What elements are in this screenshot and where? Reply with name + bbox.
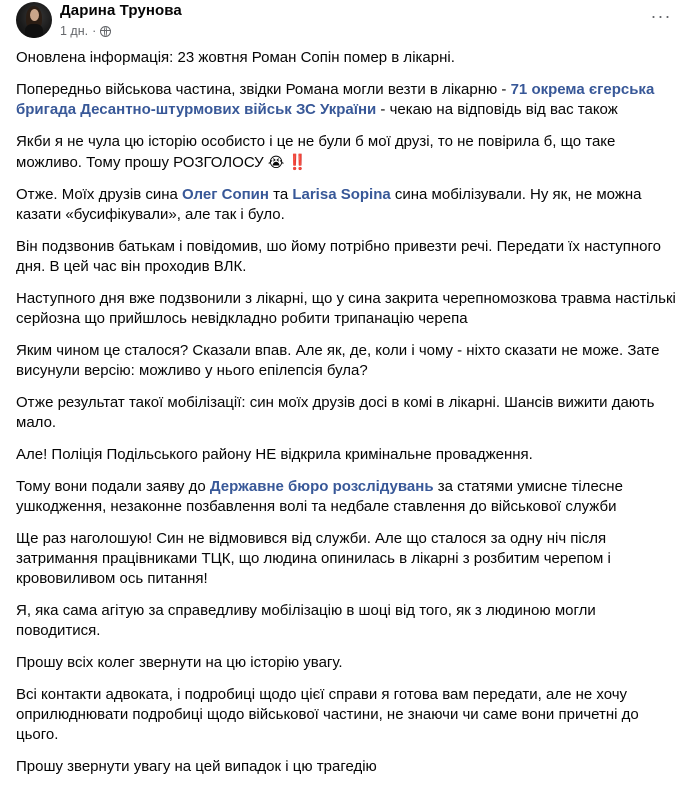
double-exclamation-icon: ‼️ — [288, 154, 308, 171]
paragraph-9-text: Але! Поліція Подільського району НЕ відкрила кримінальне провадження. — [16, 446, 533, 463]
paragraph-4-text-a: Отже. Моїх друзів сина — [16, 186, 183, 203]
post-time[interactable]: 1 дн. — [60, 24, 89, 38]
avatar-body — [25, 24, 43, 38]
paragraph-1 — [16, 48, 677, 68]
paragraph-4-text-mid: та — [268, 186, 293, 203]
mention-oleg-sopyn[interactable]: Олег Сопин — [182, 186, 269, 203]
post-header — [16, 0, 675, 44]
crying-face-icon: 😭 — [267, 154, 285, 170]
paragraph-4 — [16, 185, 677, 225]
paragraph-7 — [16, 341, 677, 381]
paragraph-10-text-a: Тому вони подали заяву до — [16, 478, 210, 495]
post-text — [16, 48, 677, 789]
paragraph-3-text: Якби я не чула цю історію особисто і це не були б мої друзі, то не повірила б, що таке можливо. Тому прошу РОЗГОЛОСУ — [16, 133, 616, 171]
more-options-button[interactable]: ··· — [650, 5, 672, 26]
paragraph-8-text: Отже результат такої мобілізації: син моїх друзів досі в комі в лікарні. Шансів вижити дають мало. — [16, 394, 655, 431]
mention-larisa-sopina[interactable]: Larisa Sopina — [292, 186, 391, 203]
paragraph-7-text: Яким чином це сталося? Сказали впав. Але як, де, коли і чому - ніхто сказати не може. Зате висунули версію: можливо у нього епілепсія була? — [16, 342, 660, 379]
paragraph-9 — [16, 445, 677, 465]
paragraph-13 — [16, 653, 677, 673]
paragraph-8 — [16, 393, 677, 433]
paragraph-2-text-b: - чекаю на відповідь від вас також — [376, 101, 618, 118]
paragraph-11 — [16, 529, 677, 589]
paragraph-5-text: Він подзвонив батькам і повідомив, шо йому потрібно привезти речі. Передати їх наступного дня. В цей час він проходив ВЛК. — [16, 238, 661, 275]
avatar[interactable] — [16, 2, 52, 38]
brigade-link[interactable]: 71 окрема єгерська бригада Десантно-штурмових військ ЗС України — [16, 81, 655, 118]
post-meta — [60, 24, 111, 38]
paragraph-14-text: Всі контакти адвоката, і подробиці щодо цієї справи я готова вам передати, але не хочу оприлюднювати подробиці щодо військової частини, не знаючи чи саме вони причетні до цього. — [16, 686, 639, 743]
paragraph-14 — [16, 685, 677, 745]
globe-icon — [100, 26, 111, 37]
paragraph-5 — [16, 237, 677, 277]
meta-separator: · — [92, 24, 97, 38]
paragraph-11-text: Ще раз наголошую! Син не відмовився від служби. Але що сталося за одну ніч після затримання працівниками ТЦК, що людина опинилась в лікарні з розбитим черепом і крововиливом ось питання! — [16, 530, 611, 587]
paragraph-10-text-b: за статями умисне тілесне ушкодження, незаконне позбавлення волі та недбале ставлення до військової служби — [16, 478, 623, 515]
paragraph-15 — [16, 757, 677, 777]
paragraph-10 — [16, 477, 677, 517]
paragraph-4-text-b: сина мобілізували. Ну як, не можна казати «бусифікували», але так і було. — [16, 186, 642, 223]
paragraph-13-text: Прошу всіх колег звернути на цю історію увагу. — [16, 654, 343, 671]
paragraph-12-text: Я, яка сама агітую за справедливу мобілізацію в шоці від того, як з людиною могли поводитися. — [16, 602, 596, 639]
paragraph-6-text: Наступного дня вже подзвонили з лікарні, що у сина закрита черепномозкова травма настількі серйозна що прийшлось невідкладно робити трипанацію черепа — [16, 290, 676, 327]
avatar-face — [30, 9, 39, 21]
paragraph-1-text: Оновлена інформація: 23 жовтня Роман Сопін помер в лікарні. — [16, 49, 455, 66]
dbr-link[interactable]: Державне бюро розслідувань — [209, 478, 434, 495]
paragraph-3 — [16, 132, 677, 173]
paragraph-12 — [16, 601, 677, 641]
author-name[interactable]: Дарина Трунова — [60, 2, 182, 19]
paragraph-6 — [16, 289, 677, 329]
paragraph-2-text-a: Попередньо військова частина, звідки Романа могли везти в лікарню - — [16, 81, 511, 98]
paragraph-2 — [16, 80, 677, 120]
paragraph-15-text: Прошу звернути увагу на цей випадок і цю трагедію — [16, 758, 377, 775]
